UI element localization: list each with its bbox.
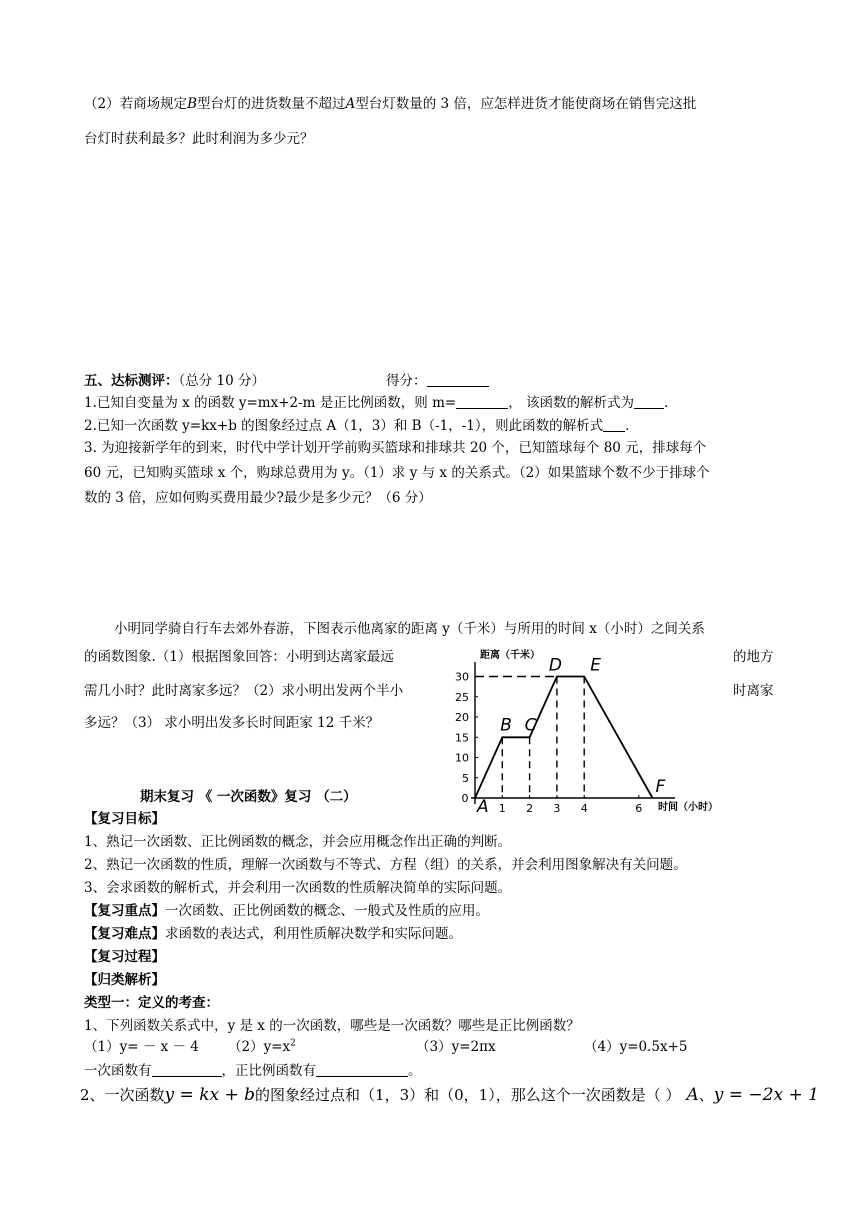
review-process-title: 【复习过程】	[84, 949, 165, 965]
math-expression: y = kx + b	[164, 1085, 256, 1105]
option-3: （3）y=2πx	[416, 1039, 496, 1055]
y-axis-label: 距离（千米）	[480, 650, 540, 661]
text: 1.已知自变量为 x 的函数 y=mx+2-m 是正比例函数，则 m=	[84, 395, 457, 411]
text: 一次函数有	[84, 1063, 152, 1079]
y-tick-label: 20	[455, 711, 469, 724]
bike-problem-line-2-right: 的地方	[733, 649, 774, 665]
question-2	[80, 1084, 819, 1105]
review-difficulties	[84, 922, 462, 942]
question-2-line-1	[84, 92, 696, 112]
hard-text: 求函数的表达式，利用性质解决数学和实际问题。	[165, 926, 462, 942]
section-5-item-3-line-1: 3. 为迎接新学年的到来，时代中学计划开学前购买篮球和排球共 20 个，已知篮球每个 80 元，排球每个	[84, 440, 707, 456]
point-label-f: F	[655, 777, 666, 797]
fill-in-line	[84, 1059, 422, 1079]
section-5-title: 五、达标测评：	[84, 373, 179, 389]
y-tick-label: 10	[455, 751, 469, 765]
hard-title: 【复习难点】	[84, 926, 165, 942]
x-tick-label: 6	[635, 802, 643, 815]
text: 2.已知一次函数 y=kx+b 的图象经过点 A（1，3）和 B（-1，-1），则此函数的解析式	[84, 418, 604, 434]
score-blank[interactable]	[427, 373, 489, 388]
text-a: A	[345, 96, 356, 112]
x-axis-label: 时间（小时）	[658, 802, 718, 813]
blank-expression-2[interactable]	[603, 418, 625, 433]
score-label: 得分：	[386, 373, 427, 389]
section-5-item-3-line-3: 数的 3 倍，应如何购买费用最少?最少是多少元？（6 分）	[84, 490, 432, 506]
text: 。	[408, 1063, 422, 1079]
y-tick-label: 5	[462, 771, 469, 785]
text: ，正比例函数有	[221, 1063, 316, 1079]
y-tick-label: 15	[455, 731, 469, 745]
blank-linear-functions[interactable]	[152, 1063, 222, 1078]
text: ， 该函数的解析式为	[508, 395, 634, 411]
option-4: （4）y=0.5x+5	[584, 1039, 688, 1055]
bike-problem-line-4: 多远？（3） 求小明出发多长时间距家 12 千米？	[84, 715, 380, 731]
bike-problem-line-1: 小明同学骑自行车去郊外春游，下图表示他离家的距离 y（千米）与所用的时间 x（小时）之间关系	[114, 621, 705, 637]
separator: 、	[698, 1086, 714, 1104]
option-a-label: A	[686, 1085, 699, 1105]
section-5-header	[84, 369, 265, 389]
option-1: （1）y= － x － 4	[84, 1039, 199, 1055]
question-2-line-2: 台灯时获利最多？此时利润为多少元？	[84, 131, 314, 147]
blank-proportional-functions[interactable]	[316, 1063, 408, 1078]
review-heading: 期末复习 《 一次函数》复习 （二）	[140, 789, 357, 805]
text: 型台灯数量的 3 倍，应怎样进货才能使商场在销售完这批	[355, 96, 697, 112]
text: .	[663, 395, 669, 411]
text: （2）y=x	[228, 1039, 291, 1055]
section-5-item-2	[84, 414, 629, 434]
x-tick-label: 3	[553, 802, 561, 815]
distance-time-chart	[440, 640, 718, 825]
x-tick-label: 1	[498, 802, 506, 815]
text: 的图象经过点和（1，3）和（0，1），那么这个一次函数是（ ）	[255, 1086, 681, 1104]
y-tick-label: 30	[455, 670, 469, 684]
section-5-total: （总分 10 分）	[178, 373, 266, 389]
superscript: 2	[290, 1038, 296, 1049]
section-5-item-3-line-2: 60 元，已知购买篮球 x 个，购球总费用为 y。（1）求 y 与 x 的关系式。（2）如果篮球个数不少于排球个	[84, 465, 710, 481]
point-label-c: C	[524, 715, 537, 736]
key-text: 一次函数、正比例函数的概念、一般式及性质的应用。	[165, 903, 489, 919]
option-2	[228, 1035, 296, 1055]
point-label-d: D	[548, 655, 562, 676]
x-tick-label: 2	[526, 802, 534, 815]
option-a-expression: y = −2x + 1	[713, 1085, 819, 1105]
review-key-points	[84, 899, 489, 919]
review-goals-title: 【复习目标】	[84, 811, 165, 827]
text-b: B	[187, 96, 198, 112]
blank-expression[interactable]	[634, 395, 664, 410]
x-tick-label: 4	[580, 802, 588, 815]
question-1: 1、下列函数关系式中，y 是 x 的一次函数，哪些是一次函数？哪些是正比例函数？	[84, 1018, 580, 1034]
text: （2）若商场规定	[84, 96, 188, 112]
type-1-title: 类型一：定义的考查：	[84, 995, 219, 1011]
review-goal-3: 3、会求函数的解析式，并会利用一次函数的性质解决简单的实际问题。	[84, 880, 512, 896]
blank-m[interactable]	[456, 395, 508, 410]
point-label-e: E	[590, 655, 601, 676]
text: 型台灯的进货数量不超过	[197, 96, 346, 112]
point-label-a: A	[477, 797, 489, 817]
bike-problem-line-3-left: 需几小时？此时离家多远？（2）求小明出发两个半小	[84, 683, 404, 699]
y-tick-label: 25	[455, 690, 469, 704]
text: .	[625, 418, 630, 434]
x-tick-label: 0	[461, 792, 469, 805]
score-field	[386, 369, 489, 389]
bike-problem-line-2-left: 的函数图象.（1）根据图象回答：小明到达离家最远	[84, 649, 394, 665]
key-title: 【复习重点】	[84, 903, 165, 919]
section-5-item-1	[84, 391, 668, 411]
bike-problem-line-3-right: 时离家	[733, 683, 774, 699]
review-goal-2: 2、熟记一次函数的性质，理解一次函数与不等式、方程（组）的关系，并会利用图象解决有关问题。	[84, 857, 687, 873]
classify-title: 【归类解析】	[84, 972, 165, 988]
text: 2、一次函数	[80, 1086, 165, 1104]
point-label-b: B	[500, 715, 512, 736]
review-goal-1: 1、熟记一次函数、正比例函数的概念，并会应用概念作出正确的判断。	[84, 834, 512, 850]
